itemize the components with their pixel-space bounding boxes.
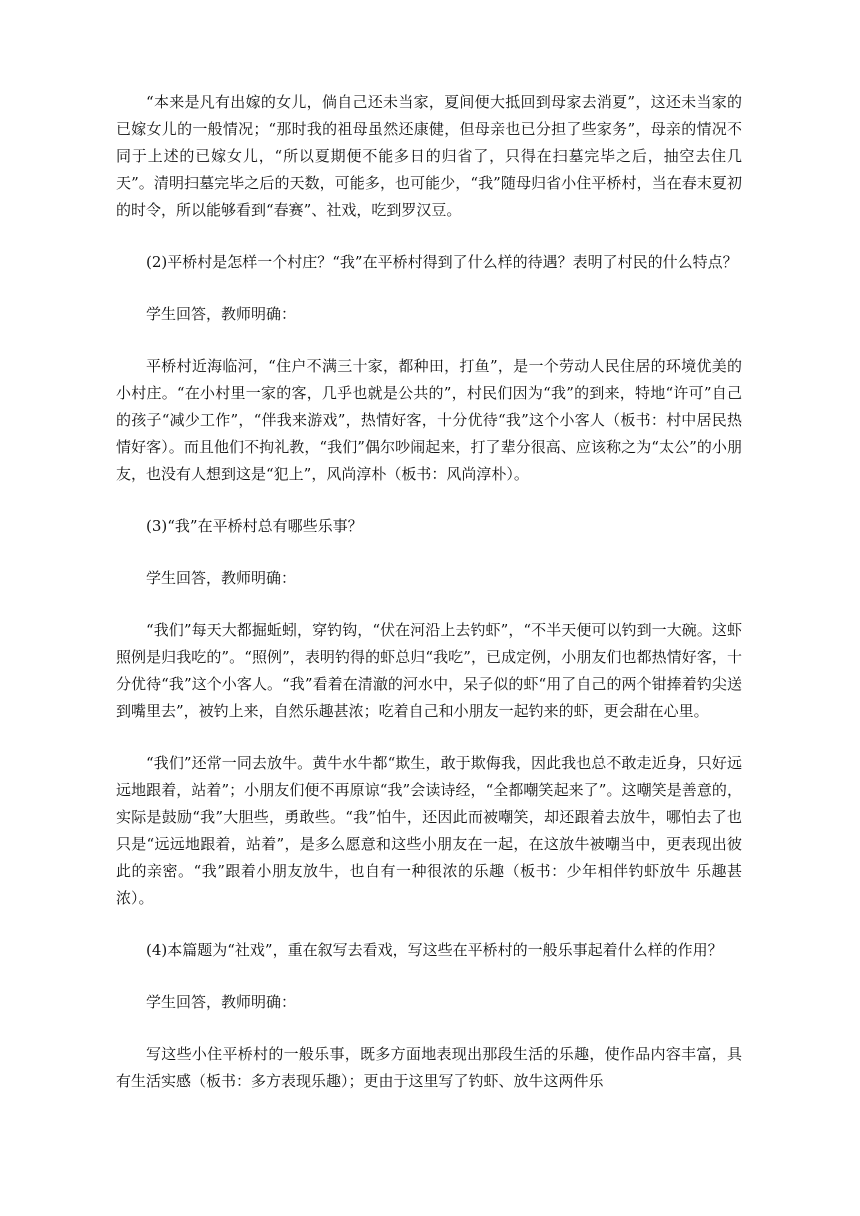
- question-3: (3)“我”在平桥村总有哪些乐事？: [146, 517, 363, 535]
- teacher-clarify-4: 学生回答，教师明确：: [146, 993, 297, 1011]
- answer-3-fishing: “我们”每天大都掘蚯蚓，穿钓钩，“伏在河沿上去钓虾”，“不半天便可以钓到一大碗。这虾照例是归我吃的”。“照例”，表明钓得的虾总归“我吃”，已成定例，小朋友们也都热情好客，十分优待“我”这个小客人。“我”看着在清澈的河水中，呆子似的虾“用了自己的两个钳捧着钓尖送到嘴里去”，被钓上来，自然乐趣甚浓；吃着自己和小朋友一起钓来的虾，更会甜在心里。: [116, 621, 742, 720]
- teacher-clarify-2: 学生回答，教师明确：: [146, 305, 297, 323]
- answer-4: 写这些小住平桥村的一般乐事，既多方面地表现出那段生活的乐趣，使作品内容丰富，具有生活实感（板书：多方表现乐趣）；更由于这里写了钓虾、放牛这两件乐: [116, 1045, 742, 1090]
- question-2: (2)平桥村是怎样一个村庄？“我”在平桥村得到了什么样的待遇？表明了村民的什么特点？: [146, 253, 738, 271]
- answer-2: 平桥村近海临河，“住户不满三十家，都种田，打鱼”，是一个劳动人民住居的环境优美的小村庄。“在小村里一家的客，几乎也就是公共的”，村民们因为“我”的到来，特地“许可”自己的孩子“减少工作”，“伴我来游戏”，热情好客，十分优待“我”这个小客人（板书：村中居民热情好客）。而且他们不拘礼教，“我们”偶尔吵闹起来，打了辈分很高、应该称之为“太公”的小朋友，也没有人想到这是“犯上”，风尚淳朴（板书：风尚淳朴）。: [116, 357, 742, 483]
- document-body: [116, 89, 742, 1120]
- paragraph-summer-return: “本来是凡有出嫁的女儿，倘自己还未当家，夏间便大抵回到母家去消夏”，这还未当家的已嫁女儿的一般情况；“那时我的祖母虽然还康健，但母亲也已分担了些家务”，母亲的情况不同于上述的已嫁女儿，“所以夏期便不能多日的归省了，只得在扫墓完毕之后，抽空去住几天”。清明扫墓完毕之后的天数，可能多，也可能少，“我”随母归省小住平桥村，当在春末夏初的时令，所以能够看到“春赛”、社戏，吃到罗汉豆。: [116, 93, 742, 219]
- question-4: (4)本篇题为“社戏”，重在叙写去看戏，写这些在平桥村的一般乐事起着什么样的作用？: [146, 941, 723, 959]
- teacher-clarify-3: 学生回答，教师明确：: [146, 569, 297, 587]
- answer-3-cattle: “我们”还常一同去放牛。黄牛水牛都“欺生，敢于欺侮我，因此我也总不敢走近身，只好远远地跟着，站着”；小朋友们便不再原谅“我”会读诗经，“全都嘲笑起来了”。这嘲笑是善意的，实际是鼓励“我”大胆些，勇敢些。“我”怕牛，还因此而被嘲笑，却还跟着去放牛，哪怕去了也只是“远远地跟着，站着”，是多么愿意和这些小朋友在一起，在这放牛被嘲当中，更表现出彼此的亲密。“我”跟着小朋友放牛，也自有一种很浓的乐趣（板书：少年相伴钓虾放牛 乐趣甚浓）。: [116, 754, 742, 907]
